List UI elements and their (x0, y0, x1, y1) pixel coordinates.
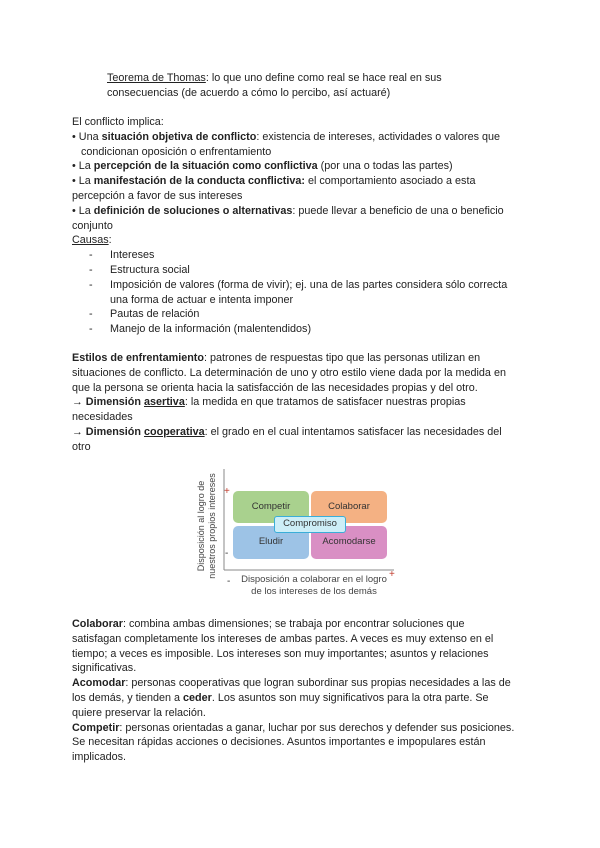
thomas-term: Teorema de Thomas (107, 72, 206, 84)
conflict-item: • Una situación objetiva de conflicto: existencia de intereses, actividades o valores que (72, 130, 501, 143)
cause-item: - Pautas de relación (72, 307, 524, 322)
svg-text:nuestros propios intereses: nuestros propios intereses (207, 473, 217, 579)
causes-list (72, 248, 524, 337)
definitions-section: Colaborar: combina ambas dimensiones; se trabaja por encontrar soluciones que satisfagan completamente los intereses de ambas partes. A veces es muy extenso en el tiempo; a veces es imposible. Los intereses son muy importantes; asuntos y relaciones significativas. Acomodar: personas cooperativas que logran subordinar sus propias necesidades a las de los demás, y tienden a ceder. Los asuntos son muy significativos para la otra parte. Se quiere preservar la relación. Competir: personas orientadas a ganar, luchar por sus derechos y defender sus posiciones. Se necesitan rápidas acciones o decisiones. Asuntos importantes e impopulares están implicados. (72, 618, 515, 764)
y-plus-sign: + (224, 486, 230, 497)
cause-item: - Estructura social (72, 263, 524, 278)
y-minus-sign: - (225, 548, 229, 559)
conflict-section: El conflicto implica: • Una situación objetiva de conflicto: existencia de intereses, actividades o valores que condicionan oposición o enfrentamiento • La percepción de la situación como conflictiva (por una o todas las partes) • La manifestación de la conducta conflictiva: el comportamiento asociado a esta percepción a favor de sus intereses • La definición de soluciones o alternativas: puede llevar a beneficio de una o beneficio conjunto Causas: - Intereses - Estructura social - Imposición de valores (forma de vivir); ej. una de las partes considera sólo correcta una forma de actuar e intenta imponer - Pautas de relación - Manejo de la información (malentendidos) (72, 115, 524, 337)
asertiva-line: → Dimensión asertiva: la medida en que tratamos de satisfacer nuestras propias (72, 396, 466, 409)
x-minus-sign: - (227, 576, 231, 587)
conflict-intro: El conflicto implica: (72, 116, 164, 128)
colaborar-quadrant: Colaborar (311, 491, 387, 523)
eludir-quadrant: Eludir (233, 526, 309, 559)
x-axis-label: Disposición a colaborar en el logro de los intereses de los demás (241, 574, 387, 597)
conflict-item: • La percepción de la situación como conflictiva (por una o todas las partes) (72, 160, 453, 173)
axis-lines (202, 467, 402, 582)
competir-quadrant: Competir (233, 491, 309, 523)
conflict-item: • La manifestación de la conducta conflictiva: el comportamiento asociado a esta (72, 175, 476, 188)
conflict-item: • La definición de soluciones o alternativas: puede llevar a beneficio de una o beneficio (72, 204, 504, 217)
cause-item: - Imposición de valores (forma de vivir); ej. una de las partes considera sólo correcta una forma de actuar e intenta imponer (72, 278, 524, 308)
x-plus-sign: + (389, 569, 395, 580)
svg-text:Disposición al logro de: Disposición al logro de (196, 480, 206, 572)
styles-section: Estilos de enfrentamiento: patrones de respuestas tipo que las personas utilizan en situaciones de conflicto. La determinación de uno y otro estilo viene dada por la medida en que la persona se orienta hacia la satisfacción de las necesidades propias y del otro. → Dimensión asertiva: la medida en que tratamos de satisfacer nuestras propias necesidades → Dimensión cooperativa: el grado en el cual intentamos satisfacer las necesidades del otro (72, 351, 524, 455)
compromiso-box: Compromiso (274, 516, 346, 533)
cause-item: - Intereses (72, 248, 524, 263)
causes-title: Causas: (72, 234, 112, 247)
thomas-paragraph: Teorema de Thomas: lo que uno define como real se hace real en sus consecuencias (de acuerdo a cómo lo percibo, así actuaré) (107, 72, 442, 99)
conflict-styles-diagram (196, 467, 406, 602)
cause-item: - Manejo de la información (malentendidos) (72, 322, 524, 337)
cooperativa-line: → Dimensión cooperativa: el grado en el cual intentamos satisfacer las necesidades del (72, 425, 502, 438)
acomodarse-quadrant: Acomodarse (311, 526, 387, 559)
